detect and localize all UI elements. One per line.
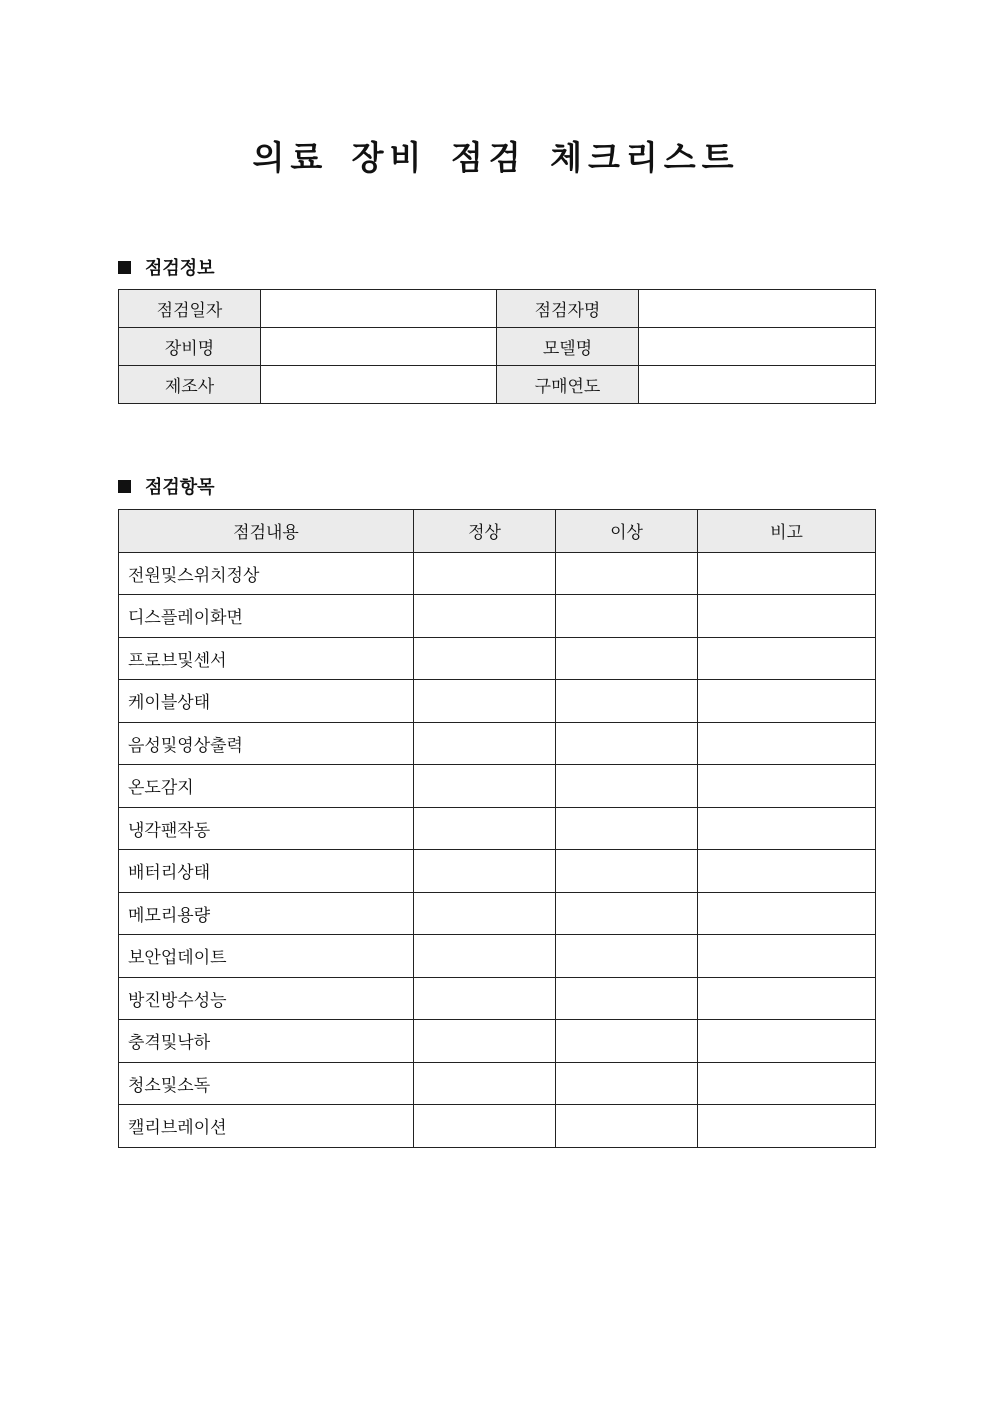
- info-value-purchase-year[interactable]: [639, 366, 876, 404]
- table-row: [119, 1020, 876, 1063]
- table-row: [119, 722, 876, 765]
- remarks-cell[interactable]: [698, 637, 876, 680]
- table-row: [119, 892, 876, 935]
- abnormal-check-cell[interactable]: [556, 935, 698, 978]
- square-bullet-icon: [118, 480, 131, 493]
- info-value-inspection-date[interactable]: [261, 290, 497, 328]
- table-row: [119, 977, 876, 1020]
- abnormal-check-cell[interactable]: [556, 680, 698, 723]
- remarks-cell[interactable]: [698, 1105, 876, 1148]
- remarks-cell[interactable]: [698, 977, 876, 1020]
- item-name-cell: 청소및소독: [119, 1062, 414, 1105]
- item-name-cell: 냉각팬작동: [119, 807, 414, 850]
- remarks-cell[interactable]: [698, 552, 876, 595]
- normal-check-cell[interactable]: [414, 1105, 556, 1148]
- abnormal-check-cell[interactable]: [556, 850, 698, 893]
- column-header-remarks: 비고: [698, 510, 876, 553]
- item-name-cell: 디스플레이화면: [119, 595, 414, 638]
- abnormal-check-cell[interactable]: [556, 977, 698, 1020]
- info-value-equipment-name[interactable]: [261, 328, 497, 366]
- item-name-cell: 온도감지: [119, 765, 414, 808]
- remarks-cell[interactable]: [698, 595, 876, 638]
- table-row: [119, 850, 876, 893]
- normal-check-cell[interactable]: [414, 552, 556, 595]
- item-name-cell: 캘리브레이션: [119, 1105, 414, 1148]
- abnormal-check-cell[interactable]: [556, 637, 698, 680]
- item-name-cell: 충격및낙하: [119, 1020, 414, 1063]
- info-label: 장비명: [119, 328, 261, 366]
- normal-check-cell[interactable]: [414, 765, 556, 808]
- column-header-abnormal: 이상: [556, 510, 698, 553]
- table-row: [119, 1105, 876, 1148]
- remarks-cell[interactable]: [698, 680, 876, 723]
- item-name-cell: 전원및스위치정상: [119, 552, 414, 595]
- info-label: 점검일자: [119, 290, 261, 328]
- normal-check-cell[interactable]: [414, 1020, 556, 1063]
- item-name-cell: 보안업데이트: [119, 935, 414, 978]
- table-row: [119, 637, 876, 680]
- normal-check-cell[interactable]: [414, 892, 556, 935]
- table-row: [119, 552, 876, 595]
- info-label: 제조사: [119, 366, 261, 404]
- info-row: [119, 290, 876, 328]
- remarks-cell[interactable]: [698, 892, 876, 935]
- normal-check-cell[interactable]: [414, 722, 556, 765]
- abnormal-check-cell[interactable]: [556, 1020, 698, 1063]
- table-row: [119, 765, 876, 808]
- remarks-cell[interactable]: [698, 722, 876, 765]
- document-title: 의료 장비 점검 체크리스트: [252, 138, 740, 177]
- table-row: [119, 595, 876, 638]
- normal-check-cell[interactable]: [414, 595, 556, 638]
- item-name-cell: 음성및영상출력: [119, 722, 414, 765]
- section-heading-info: [118, 254, 215, 280]
- table-row: [119, 1062, 876, 1105]
- remarks-cell[interactable]: [698, 935, 876, 978]
- abnormal-check-cell[interactable]: [556, 1062, 698, 1105]
- info-row: [119, 366, 876, 404]
- abnormal-check-cell[interactable]: [556, 765, 698, 808]
- inspection-info-table: [118, 289, 876, 404]
- table-row: [119, 807, 876, 850]
- section-heading-label: 점검정보: [145, 258, 215, 279]
- abnormal-check-cell[interactable]: [556, 1105, 698, 1148]
- remarks-cell[interactable]: [698, 1020, 876, 1063]
- info-value-manufacturer[interactable]: [261, 366, 497, 404]
- section-heading-items: [118, 473, 215, 499]
- table-row: [119, 680, 876, 723]
- item-name-cell: 메모리용량: [119, 892, 414, 935]
- square-bullet-icon: [118, 261, 131, 274]
- column-header-content: 점검내용: [119, 510, 414, 553]
- abnormal-check-cell[interactable]: [556, 722, 698, 765]
- inspection-items-table: [118, 509, 876, 1148]
- normal-check-cell[interactable]: [414, 680, 556, 723]
- info-label: 점검자명: [497, 290, 639, 328]
- info-row: [119, 328, 876, 366]
- info-label: 구매연도: [497, 366, 639, 404]
- item-name-cell: 프로브및센서: [119, 637, 414, 680]
- abnormal-check-cell[interactable]: [556, 595, 698, 638]
- item-name-cell: 케이블상태: [119, 680, 414, 723]
- info-label: 모델명: [497, 328, 639, 366]
- remarks-cell[interactable]: [698, 850, 876, 893]
- abnormal-check-cell[interactable]: [556, 807, 698, 850]
- section-heading-label: 점검항목: [145, 477, 215, 498]
- column-header-normal: 정상: [414, 510, 556, 553]
- abnormal-check-cell[interactable]: [556, 892, 698, 935]
- normal-check-cell[interactable]: [414, 1062, 556, 1105]
- remarks-cell[interactable]: [698, 807, 876, 850]
- normal-check-cell[interactable]: [414, 807, 556, 850]
- abnormal-check-cell[interactable]: [556, 552, 698, 595]
- remarks-cell[interactable]: [698, 765, 876, 808]
- remarks-cell[interactable]: [698, 1062, 876, 1105]
- info-value-inspector-name[interactable]: [639, 290, 876, 328]
- item-name-cell: 방진방수성능: [119, 977, 414, 1020]
- normal-check-cell[interactable]: [414, 850, 556, 893]
- info-value-model-name[interactable]: [639, 328, 876, 366]
- normal-check-cell[interactable]: [414, 637, 556, 680]
- normal-check-cell[interactable]: [414, 935, 556, 978]
- normal-check-cell[interactable]: [414, 977, 556, 1020]
- table-row: [119, 935, 876, 978]
- table-header-row: [119, 510, 876, 553]
- item-name-cell: 배터리상태: [119, 850, 414, 893]
